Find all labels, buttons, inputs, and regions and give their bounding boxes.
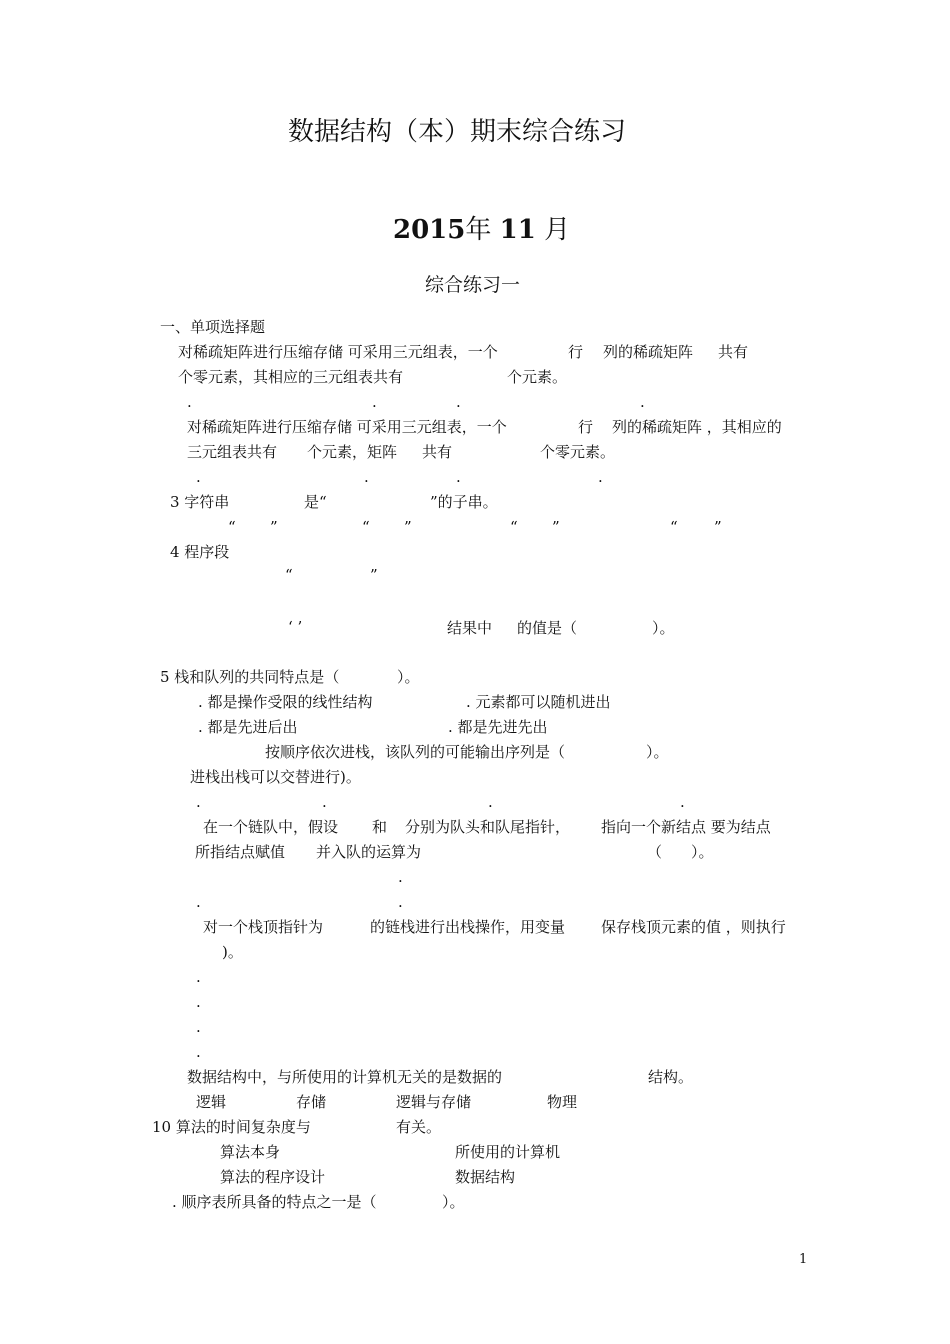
text-line: 所指结点赋值 — [195, 843, 286, 861]
text-line: . 都是操作受限的线性结构 — [198, 693, 373, 711]
text-line: 三元组表共有 — [187, 443, 278, 461]
text-line: . 顺序表所具备的特点之一是（ — [172, 1193, 377, 1211]
text-line: . — [196, 793, 201, 811]
text-line: . — [488, 793, 493, 811]
text-line: ” — [404, 518, 412, 536]
text-line: 对稀疏矩阵进行压缩存储 可采用三元组表，一个 — [187, 418, 507, 436]
date-month-word: 月 — [544, 215, 571, 245]
text-line: )。 — [222, 943, 243, 961]
text-line: . — [680, 793, 685, 811]
text-line: ）。 — [691, 843, 714, 861]
text-line: . — [372, 393, 377, 411]
text-line: 并入队的运算为 — [316, 843, 422, 861]
text-line: 行 — [578, 418, 594, 436]
text-line: “ — [285, 566, 293, 584]
text-line: 分别为队头和队尾指针， — [405, 818, 571, 836]
text-line: 和 — [372, 818, 388, 836]
text-line: “ — [228, 518, 236, 536]
text-line: 行 — [568, 343, 584, 361]
page-number: 1 — [799, 1252, 808, 1267]
text-line: 逻辑与存储 — [396, 1093, 472, 1111]
text-line: “ — [510, 518, 518, 536]
text-line: ” — [714, 518, 722, 536]
text-line: 进栈出栈可以交替进行)。 — [190, 768, 361, 786]
text-line: 是“ — [304, 493, 327, 511]
text-line: . — [196, 1043, 201, 1061]
text-line: ）。 — [652, 619, 675, 637]
text-line: ” — [370, 566, 378, 584]
text-line: “ — [670, 518, 678, 536]
text-line: 算法的程序设计 — [220, 1168, 326, 1186]
text-line: 对稀疏矩阵进行压缩存储 可采用三元组表，一个 — [178, 343, 498, 361]
text-line: . 都是先进先出 — [448, 718, 548, 736]
text-line: 个元素。 — [507, 368, 568, 386]
text-line: . — [398, 868, 403, 886]
date-month: 11 — [499, 215, 536, 245]
text-line: 存储 — [296, 1093, 327, 1111]
text-line: 共有 — [718, 343, 749, 361]
text-line: 的链栈进行出栈操作，用变量 — [370, 918, 566, 936]
text-line: 的值是（ — [517, 619, 578, 637]
text-line: . — [322, 793, 327, 811]
text-line: 5 栈和队列的共同特点是（ — [160, 668, 340, 686]
text-line: 一、单项选择题 — [160, 318, 266, 336]
text-line: ‘ ’ — [288, 618, 303, 636]
text-line: . — [456, 393, 461, 411]
text-line: . — [196, 1018, 201, 1036]
date-year: 2015 — [393, 215, 466, 245]
text-line: 对一个栈顶指针为 — [203, 918, 324, 936]
text-line: . — [640, 393, 645, 411]
text-line: 保存栈顶元素的值 ，则执行 — [601, 918, 786, 936]
text-line: . 都是先进后出 — [198, 718, 298, 736]
text-line: 个元素，矩阵 — [307, 443, 398, 461]
text-line: “ — [362, 518, 370, 536]
text-line: ）。 — [442, 1193, 465, 1211]
text-line: 3 字符串 — [170, 493, 230, 511]
text-line: （ — [647, 843, 663, 861]
text-line: ）。 — [397, 668, 420, 686]
text-line: 个零元素。 — [540, 443, 616, 461]
text-line: . — [187, 393, 192, 411]
text-line: . — [196, 893, 201, 911]
text-line: 数据结构 — [455, 1168, 516, 1186]
text-line: 共有 — [422, 443, 453, 461]
text-line: 在一个链队中，假设 — [203, 818, 339, 836]
text-line: 逻辑 — [196, 1093, 227, 1111]
text-line: 按顺序依次进栈，该队列的可能输出序列是（ — [265, 743, 566, 761]
text-line: 列的稀疏矩阵 — [603, 343, 694, 361]
text-line: . — [398, 893, 403, 911]
text-line: 所使用的计算机 — [455, 1143, 561, 1161]
text-line: ）。 — [646, 743, 669, 761]
text-line: ”的子串。 — [430, 493, 498, 511]
text-line: . — [196, 993, 201, 1011]
document-date — [393, 214, 570, 246]
text-line: . — [364, 468, 369, 486]
text-line: . — [196, 968, 201, 986]
text-line: . — [598, 468, 603, 486]
text-line: 有关。 — [396, 1118, 442, 1136]
text-line: 指向一个新结点 要为结点 — [601, 818, 771, 836]
document-title: 数据结构（本）期末综合练习 — [288, 117, 627, 147]
text-line: 物理 — [547, 1093, 578, 1111]
text-line: . — [456, 468, 461, 486]
text-line: 4 程序段 — [170, 543, 230, 561]
text-line: 数据结构中，与所使用的计算机无关的是数据的 — [187, 1068, 503, 1086]
text-line: 结构。 — [648, 1068, 694, 1086]
text-line: . 元素都可以随机进出 — [466, 693, 611, 711]
text-line: 个零元素，其相应的三元组表共有 — [178, 368, 404, 386]
date-year-word: 年 — [465, 215, 492, 245]
text-line: 结果中 — [447, 619, 493, 637]
text-line: ” — [270, 518, 278, 536]
section-subtitle: 综合练习一 — [425, 274, 521, 296]
text-line: 10 算法的时间复杂度与 — [152, 1118, 311, 1136]
text-line: ” — [552, 518, 560, 536]
text-line: 列的稀疏矩阵 ，其相应的 — [612, 418, 782, 436]
text-line: . — [196, 468, 201, 486]
text-line: 算法本身 — [220, 1143, 281, 1161]
